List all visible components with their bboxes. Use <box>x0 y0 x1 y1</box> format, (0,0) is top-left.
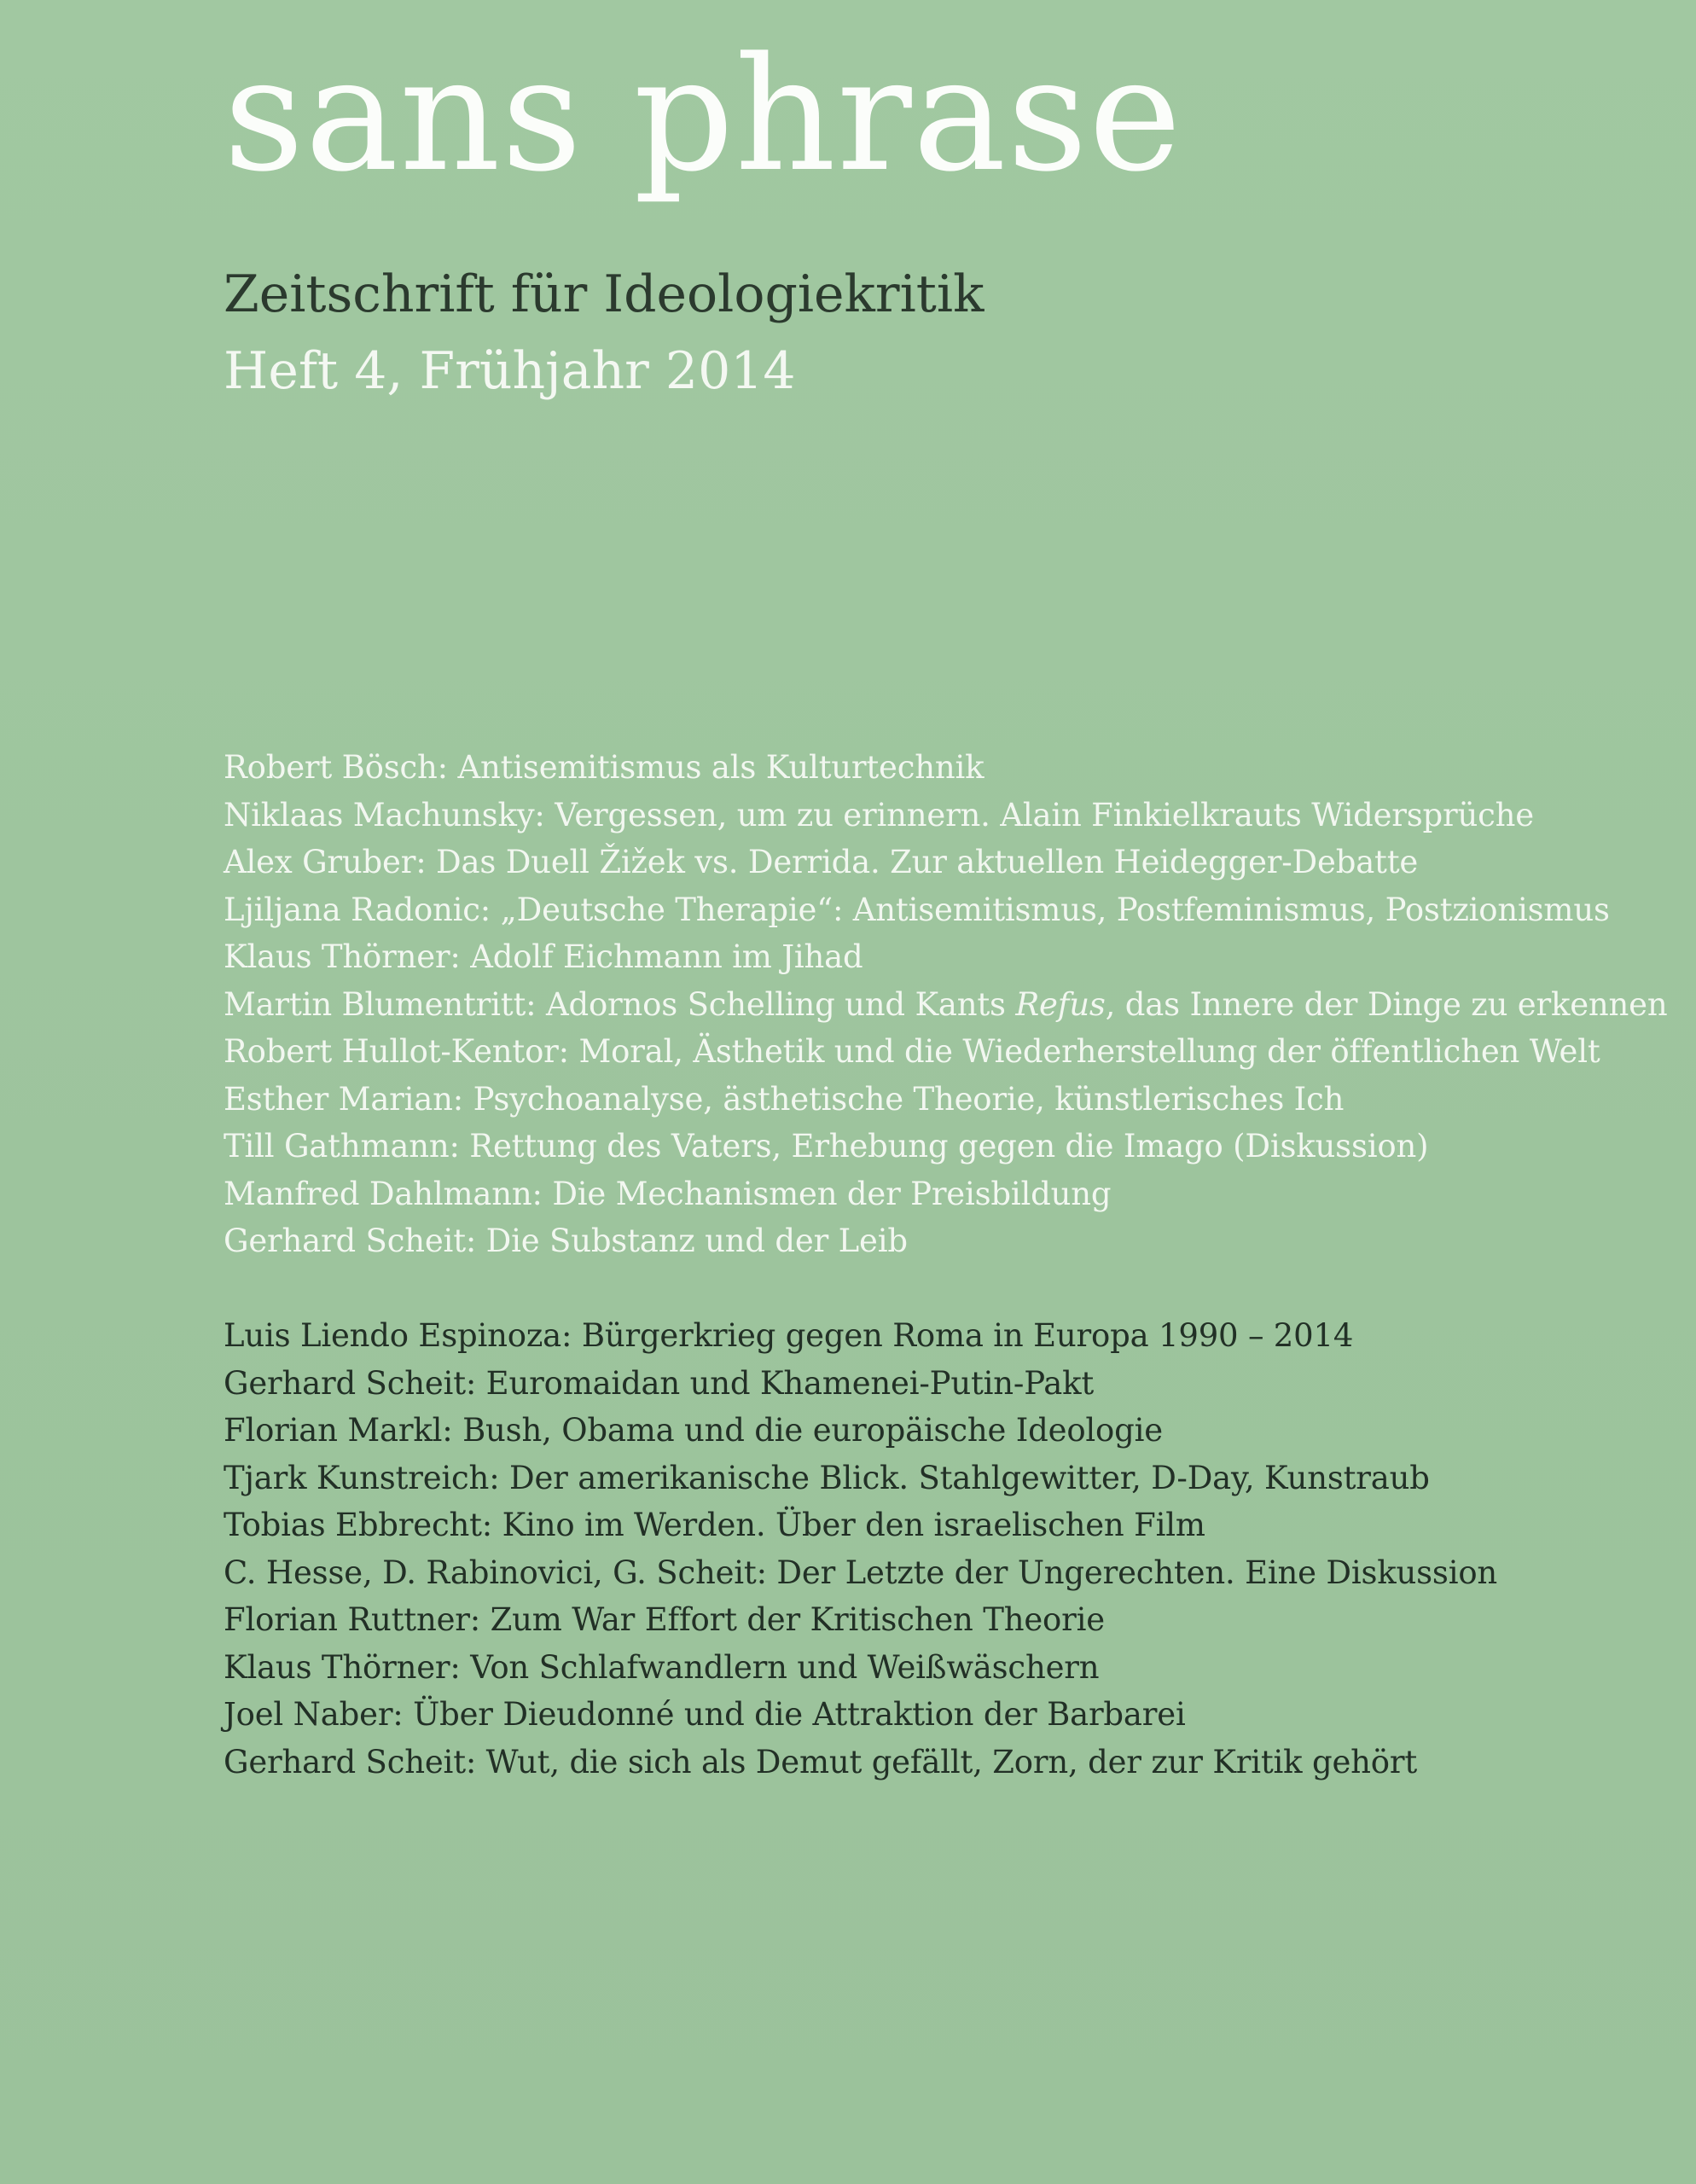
contents-list-main <box>224 744 1667 1265</box>
journal-title: sans phrase <box>224 24 1182 206</box>
contents-item: Tobias Ebbrecht: Kino im Werden. Über den israelischen Film <box>224 1507 1205 1543</box>
issue-label: Heft 4, Frühjahr 2014 <box>224 341 796 401</box>
contents-item: Esther Marian: Psychoanalyse, ästhetische Theorie, künstlerisches Ich <box>224 1080 1345 1118</box>
contents-item: Florian Ruttner: Zum War Effort der Kritischen Theorie <box>224 1601 1105 1638</box>
contents-item <box>224 981 1667 1029</box>
journal-subtitle: Zeitschrift für Ideologiekritik <box>224 264 984 324</box>
contents-item: Ljiljana Radonic: „Deutsche Therapie“: Antisemitismus, Postfeminismus, Postzionismus <box>224 891 1610 928</box>
contents-list-secondary <box>224 1312 1497 1786</box>
contents-item: Klaus Thörner: Adolf Eichmann im Jihad <box>224 938 863 975</box>
contents-item: Luis Liendo Espinoza: Bürgerkrieg gegen Roma in Europa 1990 – 2014 <box>224 1317 1354 1354</box>
contents-item-text: , das Innere der Dinge zu erkennen <box>1105 985 1668 1023</box>
contents-item: Tjark Kunstreich: Der amerikanische Blick. Stahlgewitter, D-Day, Kunstraub <box>224 1459 1430 1496</box>
contents-item-text: Martin Blumentritt: Adornos Schelling und Kants <box>224 985 1016 1023</box>
contents-item: Gerhard Scheit: Die Substanz und der Leib <box>224 1223 908 1259</box>
contents-item: Florian Markl: Bush, Obama und die europäische Ideologie <box>224 1412 1163 1449</box>
contents-item: Alex Gruber: Das Duell Žižek vs. Derrida. Zur aktuellen Heidegger-Debatte <box>224 844 1419 880</box>
contents-item: Robert Bösch: Antisemitismus als Kulturtechnik <box>224 749 984 786</box>
contents-item: Gerhard Scheit: Euromaidan und Khamenei-Putin-Pakt <box>224 1364 1095 1402</box>
contents-item: Till Gathmann: Rettung des Vaters, Erhebung gegen die Imago (Diskussion) <box>224 1128 1429 1165</box>
contents-item: Joel Naber: Über Dieudonné und die Attraktion der Barbarei <box>224 1696 1186 1733</box>
contents-item: Klaus Thörner: Von Schlafwandlern und Weißwäschern <box>224 1648 1100 1686</box>
contents-item: C. Hesse, D. Rabinovici, G. Scheit: Der Letzte der Ungerechten. Eine Diskussion <box>224 1554 1498 1591</box>
contents-item: Robert Hullot-Kentor: Moral, Ästhetik und die Wiederherstellung der öffentlichen Welt <box>224 1033 1600 1070</box>
contents-item: Gerhard Scheit: Wut, die sich als Demut gefällt, Zorn, der zur Kritik gehört <box>224 1743 1418 1780</box>
contents-item: Niklaas Machunsky: Vergessen, um zu erinnern. Alain Finkielkrauts Widersprüche <box>224 796 1534 834</box>
contents-item-emphasis: Refus <box>1015 985 1106 1023</box>
contents-item: Manfred Dahlmann: Die Mechanismen der Preisbildung <box>224 1175 1112 1212</box>
